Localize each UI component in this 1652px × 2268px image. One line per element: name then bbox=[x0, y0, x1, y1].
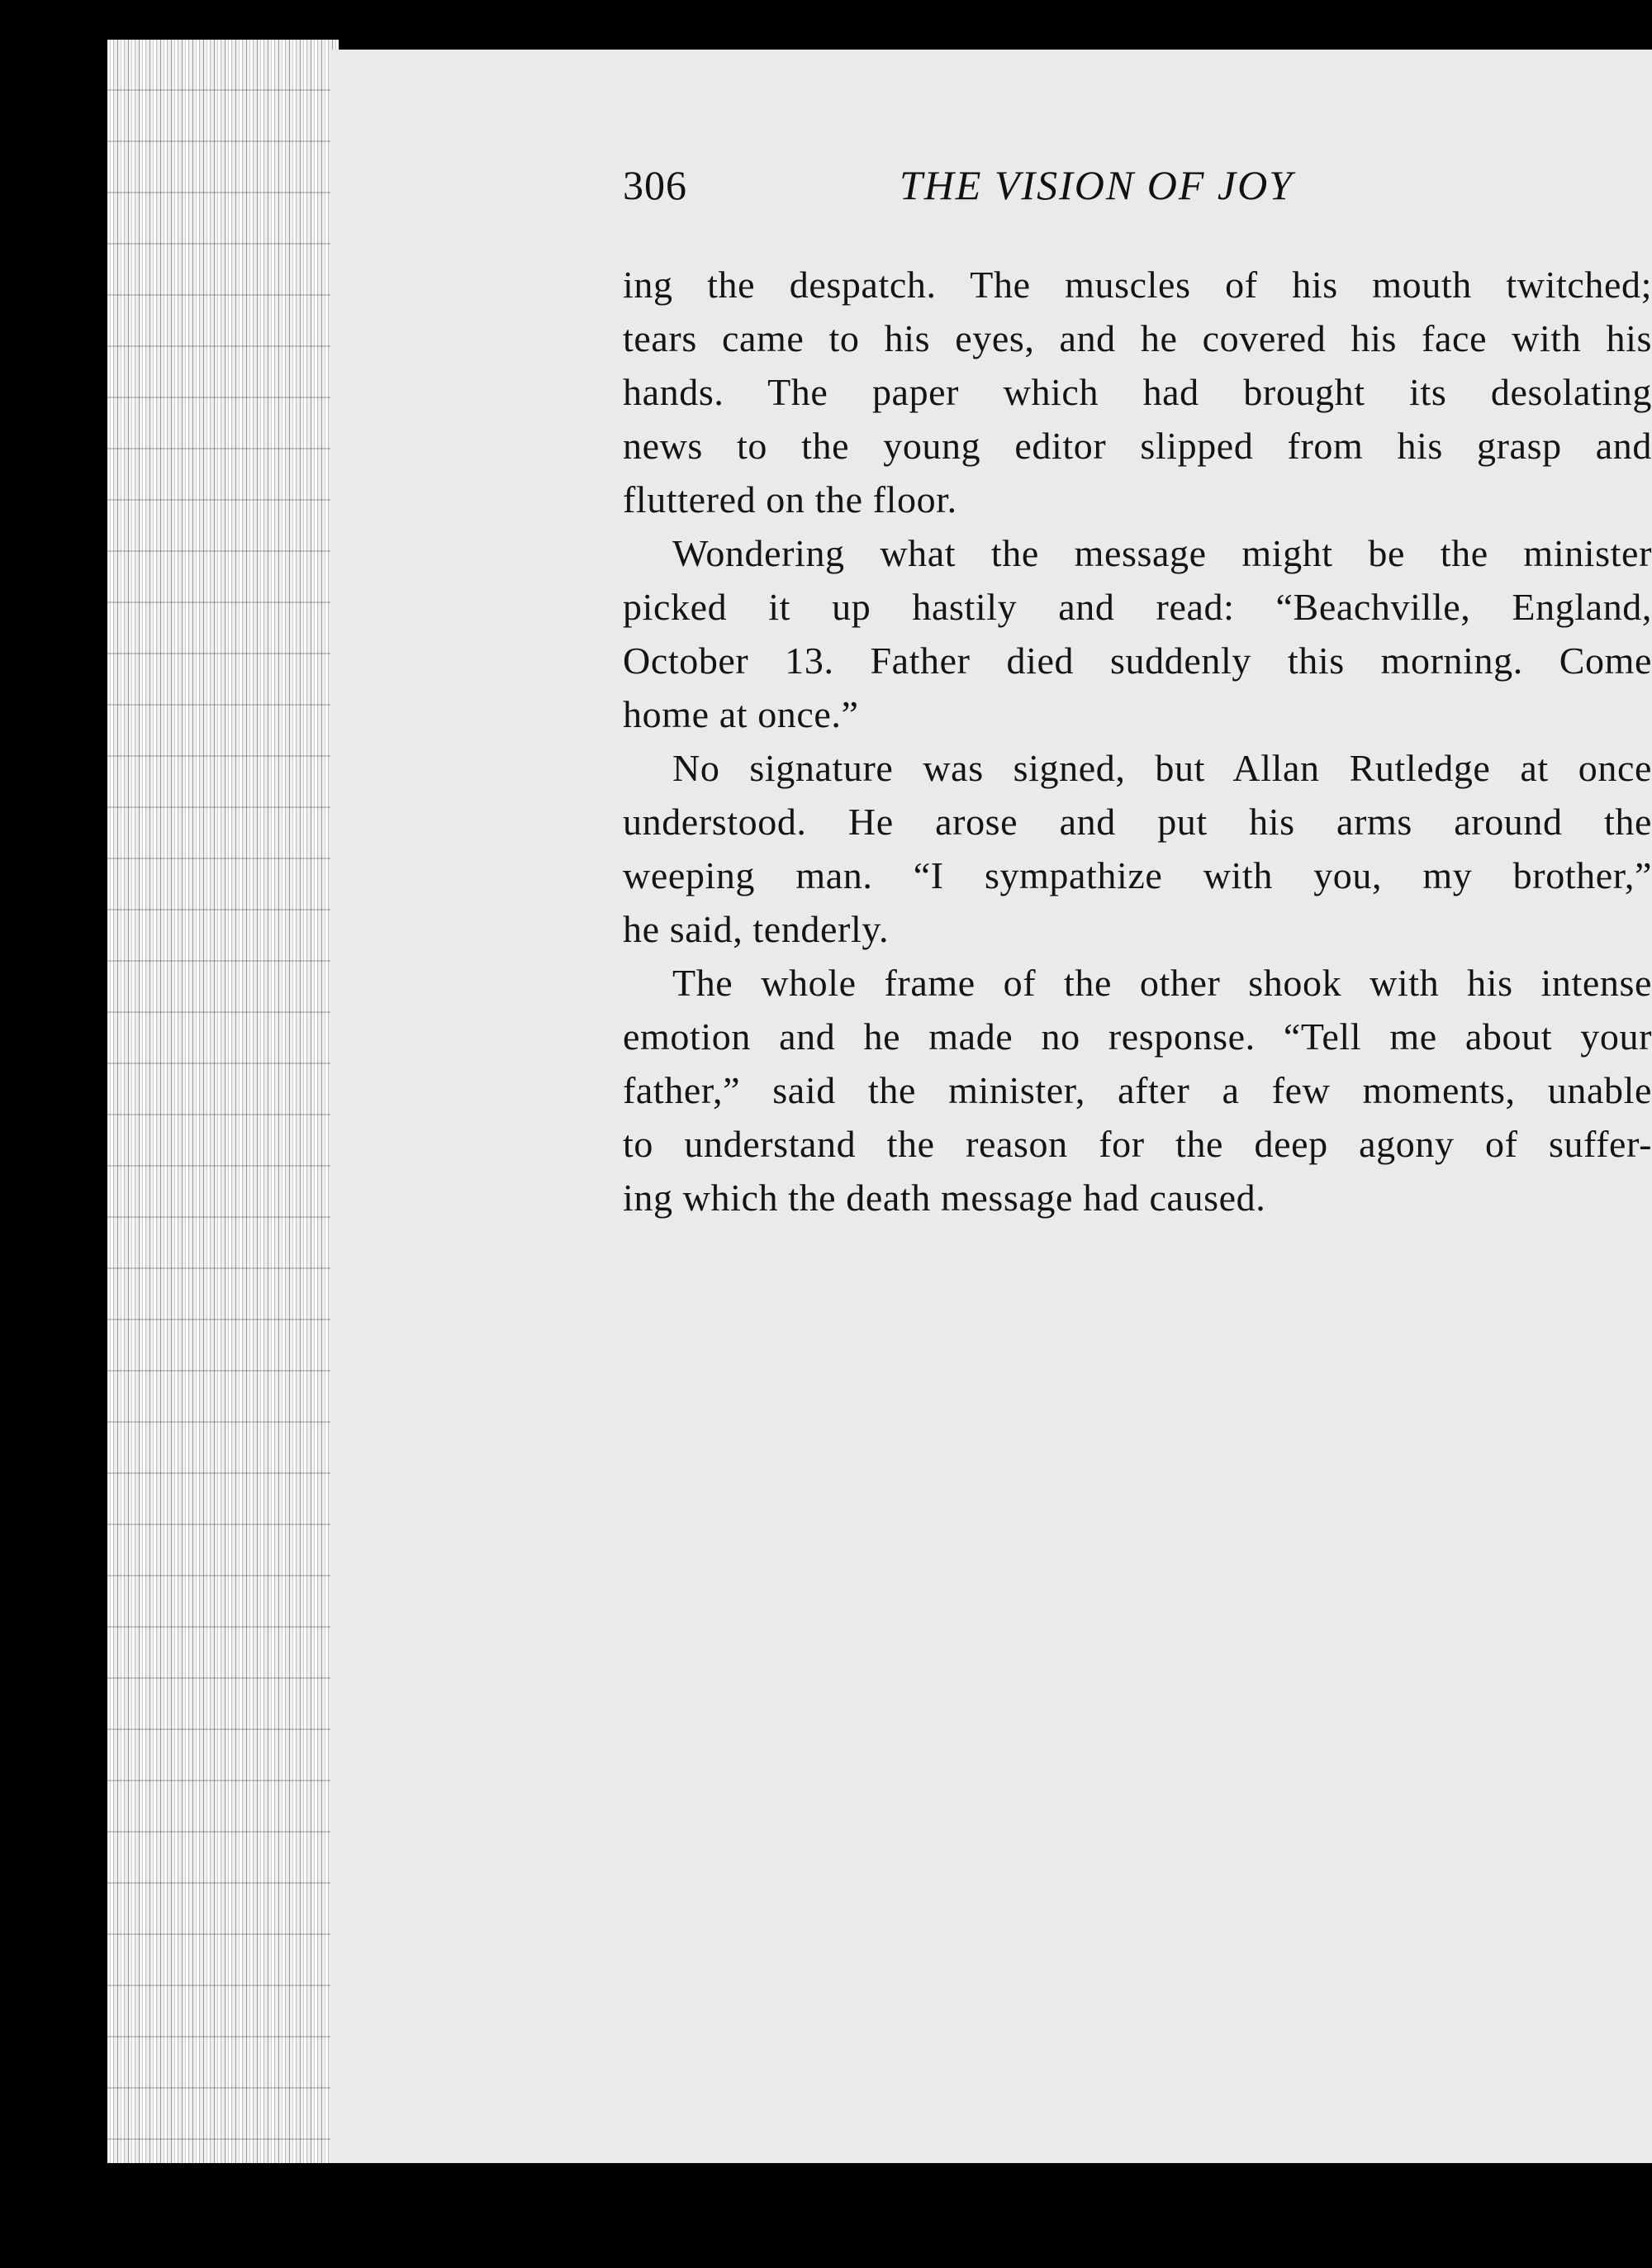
text-line: fluttered on the floor. bbox=[623, 478, 957, 521]
text-line: hands. The paper which had brought its desolating bbox=[623, 371, 1652, 413]
text-line: home at once.” bbox=[623, 693, 859, 735]
running-title: THE VISION OF JOY bbox=[900, 162, 1294, 208]
text-line: news to the young editor slipped from his grasp and bbox=[623, 425, 1652, 467]
page-number: 306 bbox=[623, 162, 687, 208]
bottom-shadow bbox=[107, 2163, 1652, 2268]
text-line: emotion and he made no response. “Tell me about your bbox=[623, 1015, 1652, 1058]
running-head bbox=[623, 161, 1652, 227]
body-text bbox=[623, 258, 1652, 1224]
text-line: Wondering what the message might be the minister bbox=[672, 532, 1652, 574]
text-line: October 13. Father died suddenly this morning. Come bbox=[623, 640, 1652, 682]
text-line: weeping man. “I sympathize with you, my brother,” bbox=[623, 854, 1652, 896]
text-line: tears came to his eyes, and he covered his face with his bbox=[623, 317, 1652, 359]
text-line: to understand the reason for the deep agony of suffer- bbox=[623, 1123, 1652, 1165]
text-line: he said, tenderly. bbox=[623, 908, 890, 950]
text-line: The whole frame of the other shook with his intense bbox=[672, 962, 1652, 1004]
text-line: father,” said the minister, after a few moments, unable bbox=[623, 1069, 1652, 1111]
book-page-edges bbox=[107, 40, 339, 2167]
text-line: understood. He arose and put his arms around the bbox=[623, 801, 1652, 843]
text-line: ing which the death message had caused. bbox=[623, 1177, 1266, 1219]
text-line: picked it up hastily and read: “Beachville, England, bbox=[623, 586, 1652, 628]
text-line: ing the despatch. The muscles of his mouth twitched; bbox=[623, 264, 1652, 306]
text-line: No signature was signed, but Allan Rutledge at once bbox=[672, 747, 1652, 789]
